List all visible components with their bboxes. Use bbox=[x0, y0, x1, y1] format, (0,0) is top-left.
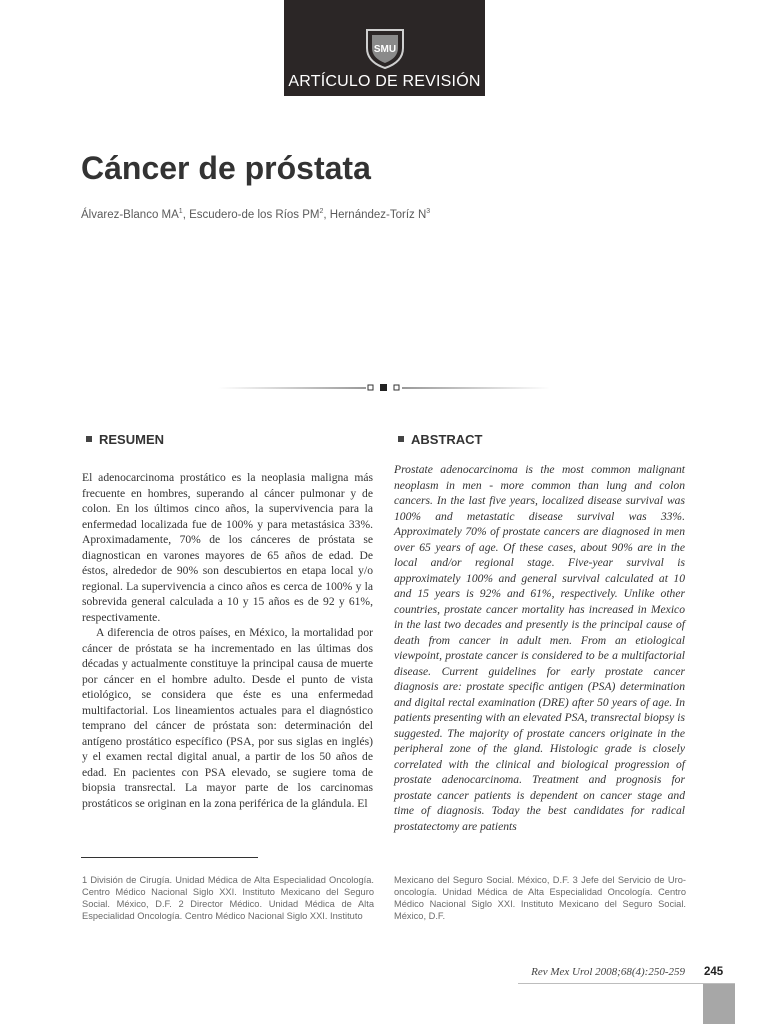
abstract-heading-text: ABSTRACT bbox=[411, 432, 483, 447]
footnote-right: Mexicano del Seguro Social. México, D.F. 3 Jefe del Servicio de Uro-oncología. Unidad Médica de Alta Especialidad Oncología. Centro Médico Nacional Siglo XXI. Instituto Mexicano del Seguro Social. México, D.F. bbox=[394, 875, 686, 921]
resumen-paragraph: El adenocarcinoma prostático es la neoplasia maligna más frecuente en hombres, superando al cáncer pulmonar y de colon. En los últimos cinco años, la supervivencia para la enfermedad localizada fue de 100% y para metastásica 33%. Aproximadamente, 70% de los cánceres de próstata se diagnostican en varones mayores de 65 años de edad. De éstos, alrededor de 90% son descubiertos en etapa local y/o regional. La supervivencia a cinco años es cerca de 100% y la sobrevida general calculada a 10 y 15 años es de 92 y 61%, respectivamente. bbox=[82, 471, 373, 624]
section-label: ARTÍCULO DE REVISIÓN bbox=[288, 73, 481, 90]
journal-citation: Rev Mex Urol 2008;68(4):250-259 bbox=[531, 966, 685, 978]
resumen-paragraph: A diferencia de otros países, en México, la mortalidad por cáncer de próstata se ha incrementado en las últimas dos décadas y actualmente constituye la principal causa de muerte por cáncer en el hombre adulto. Desde el punto de vista etiológico, se considera que éste es una enfermedad multifactorial. Los lineamientos actuales para el diagnóstico temprano del cáncer de próstata son: determinación del antígeno prostático específico (PSA, por sus siglas en inglés) y el examen rectal digital anual, a partir de los 50 años de edad. En pacientes con PSA elevado, se sugiere toma de biopsia transrectal. La mayor parte de los carcinomas prostáticos se originan en la zona periférica de la glándula. El bbox=[82, 626, 373, 810]
abstract-body bbox=[394, 462, 685, 834]
bullet-square-icon bbox=[398, 436, 404, 442]
author-name: Escudero-de los Ríos PM bbox=[189, 208, 320, 221]
svg-text:SMU: SMU bbox=[373, 44, 397, 55]
author-affiliation-mark: 2 bbox=[319, 208, 324, 215]
abstract-paragraph: Prostate adenocarcinoma is the most common malignant neoplasm in men - more common than lung and colon cancers. In the last five years, localized disease survival was 100% and metastatic disease survival was 33%. Approximately 70% of prostate cancers are diagnosed in men over 65 years of age. Of these cases, about 90% are in the local and/or regional stage. Five-year survival is approximately 100% and general survival calculated at 10 and 15 years is 92% and 61%, respectively. Unlike other countries, prostate cancer mortality has increased in Mexico in the last two decades and presently is the principal cause of death from cancer in adult men. From an etiological viewpoint, prostate cancer is considered to be a multifactorial disease. Current guidelines for early prostate cancer diagnosis are: prostate specific antigen (PSA) determination and digital rectal examination (DRE) after 50 years of age. In patients presenting with an elevated PSA, transrectal biopsy is suggested. The majority of prostate cancers originate in the peripheral zone of the gland. Histologic grade is closely correlated with the clinical and biological progression of prostate adenocarcinoma. Treatment and prognosis for prostate cancer patients is dependent on cancer stage and time of diagnosis. Today the best candidates for radical prostatectomy are patients bbox=[394, 463, 685, 833]
smu-logo-shield-icon bbox=[363, 26, 407, 70]
resumen-body bbox=[82, 470, 373, 811]
author-name: Hernández-Toríz N bbox=[329, 208, 427, 221]
article-title: Cáncer de próstata bbox=[81, 150, 371, 186]
footnote-left: 1 División de Cirugía. Unidad Médica de Alta Especialidad Oncología. Centro Médico Nacional Siglo XXI. Instituto Mexicano del Seguro Social. México, D.F. 2 Director Médico. Unidad Médica de Alta Especialidad Oncología. Centro Médico Nacional Siglo XXI. Instituto bbox=[82, 875, 374, 921]
abstract-heading bbox=[398, 432, 483, 447]
bullet-square-icon bbox=[86, 436, 92, 442]
footnote-rule bbox=[81, 857, 258, 858]
author-list: Álvarez-Blanco $MA^1$, Escudero-de los Ríos $PM^2$, Hernández-Toríz $N^3$ bbox=[81, 208, 431, 221]
author-affiliation-mark: 3 bbox=[426, 208, 431, 215]
author-affiliation-mark: 1 bbox=[178, 208, 183, 215]
resumen-heading-text: RESUMEN bbox=[99, 432, 165, 447]
page-number: 245 bbox=[704, 966, 724, 978]
section-header-box bbox=[284, 0, 485, 96]
resumen-heading bbox=[86, 432, 164, 447]
author-name: Álvarez-Blanco MA bbox=[81, 208, 179, 221]
ornamental-divider bbox=[218, 381, 550, 395]
page-tab-bar bbox=[703, 984, 735, 1024]
